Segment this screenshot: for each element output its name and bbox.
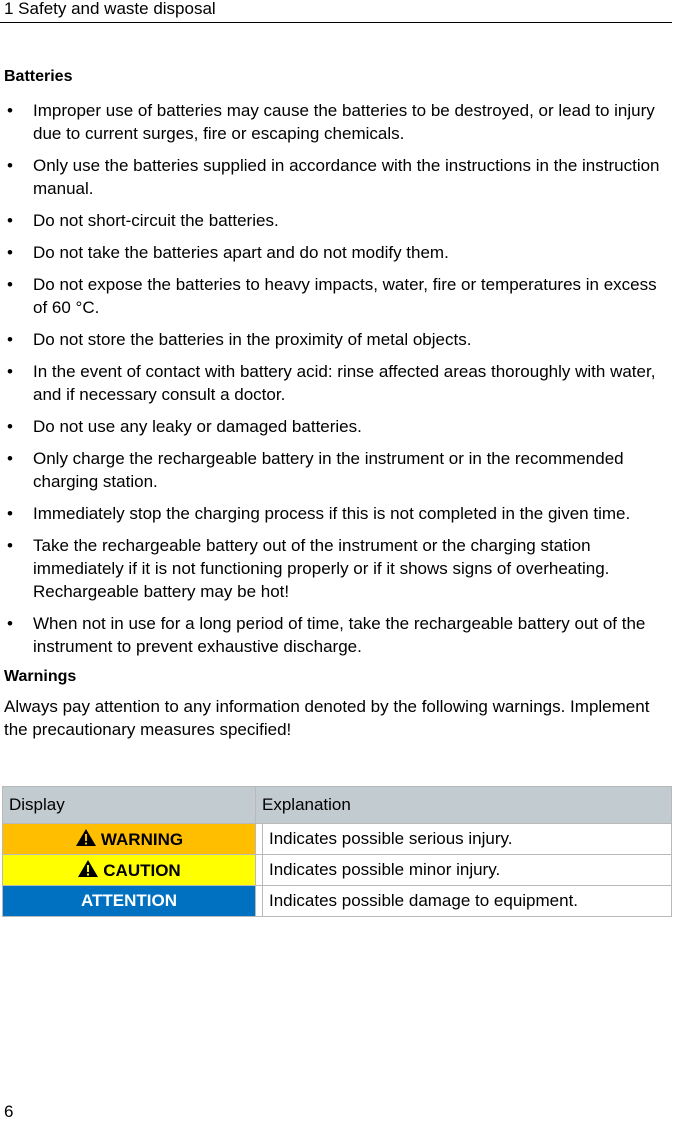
list-item: • Do not use any leaky or damaged batteries. — [7, 417, 362, 436]
list-item: • Do not take the batteries apart and do not modify them. — [7, 243, 449, 262]
warning-label: WARNING — [3, 824, 256, 855]
warning-explanation: Indicates possible serious injury. — [263, 824, 672, 855]
attention-label: ATTENTION — [3, 886, 256, 917]
warning-triangle-icon — [75, 828, 97, 847]
section-title: 1 Safety and waste disposal — [4, 0, 216, 18]
list-item: • Do not store the batteries in the proximity of metal objects. — [7, 330, 472, 349]
page-header — [0, 0, 672, 23]
bullet-icon: • — [7, 156, 13, 175]
list-item: • In the event of contact with battery acid: rinse affected areas thoroughly with water, and if necessary consult a doctor. — [7, 362, 656, 404]
bullet-icon: • — [7, 362, 13, 381]
caution-explanation: Indicates possible minor injury. — [263, 855, 672, 886]
table-header-row — [3, 787, 672, 824]
table-row — [3, 855, 672, 886]
content — [4, 66, 668, 741]
list-item: • Do not expose the batteries to heavy impacts, water, fire or temperatures in excess of 60 °C. — [7, 275, 657, 317]
list-item: • Do not short-circuit the batteries. — [7, 211, 279, 230]
bullet-icon: • — [7, 243, 13, 262]
batteries-heading: Batteries — [4, 68, 73, 85]
batteries-list — [4, 99, 668, 658]
bullet-icon: • — [7, 449, 13, 468]
bullet-icon: • — [7, 101, 13, 120]
bullet-icon: • — [7, 330, 13, 349]
bullet-icon: • — [7, 417, 13, 436]
warnings-table — [2, 786, 672, 917]
list-item: • Improper use of batteries may cause the batteries to be destroyed, or lead to injury due to current surges, fire or escaping chemicals. — [7, 101, 655, 143]
attention-explanation: Indicates possible damage to equipment. — [263, 886, 672, 917]
caution-label: CAUTION — [3, 855, 256, 886]
list-item: • Only use the batteries supplied in accordance with the instructions in the instruction manual. — [7, 156, 660, 198]
page-number: 6 — [4, 1102, 14, 1121]
list-item: • Immediately stop the charging process if this is not completed in the given time. — [7, 504, 631, 523]
bullet-icon: • — [7, 536, 13, 555]
table-row — [3, 824, 672, 855]
caution-triangle-icon — [77, 859, 99, 878]
bullet-icon: • — [7, 275, 13, 294]
list-item: • Only charge the rechargeable battery in the instrument or in the recommended charging station. — [7, 449, 624, 491]
column-header-explanation: Explanation — [256, 787, 672, 824]
bullet-icon: • — [7, 614, 13, 633]
table-row — [3, 886, 672, 917]
bullet-icon: • — [7, 211, 13, 230]
bullet-icon: • — [7, 504, 13, 523]
column-header-display: Display — [3, 787, 256, 824]
list-item: • Take the rechargeable battery out of the instrument or the charging station immediately if it is not functioning properly or if it shows signs of overheating. Rechargeable battery may be hot! — [7, 536, 610, 601]
list-item: • When not in use for a long period of time, take the rechargeable battery out of the instrument to prevent exhaustive discharge. — [7, 614, 646, 656]
warnings-intro: Always pay attention to any information denoted by the following warnings. Implement the precautionary measures specified! — [4, 697, 650, 739]
warnings-heading: Warnings — [4, 668, 77, 685]
